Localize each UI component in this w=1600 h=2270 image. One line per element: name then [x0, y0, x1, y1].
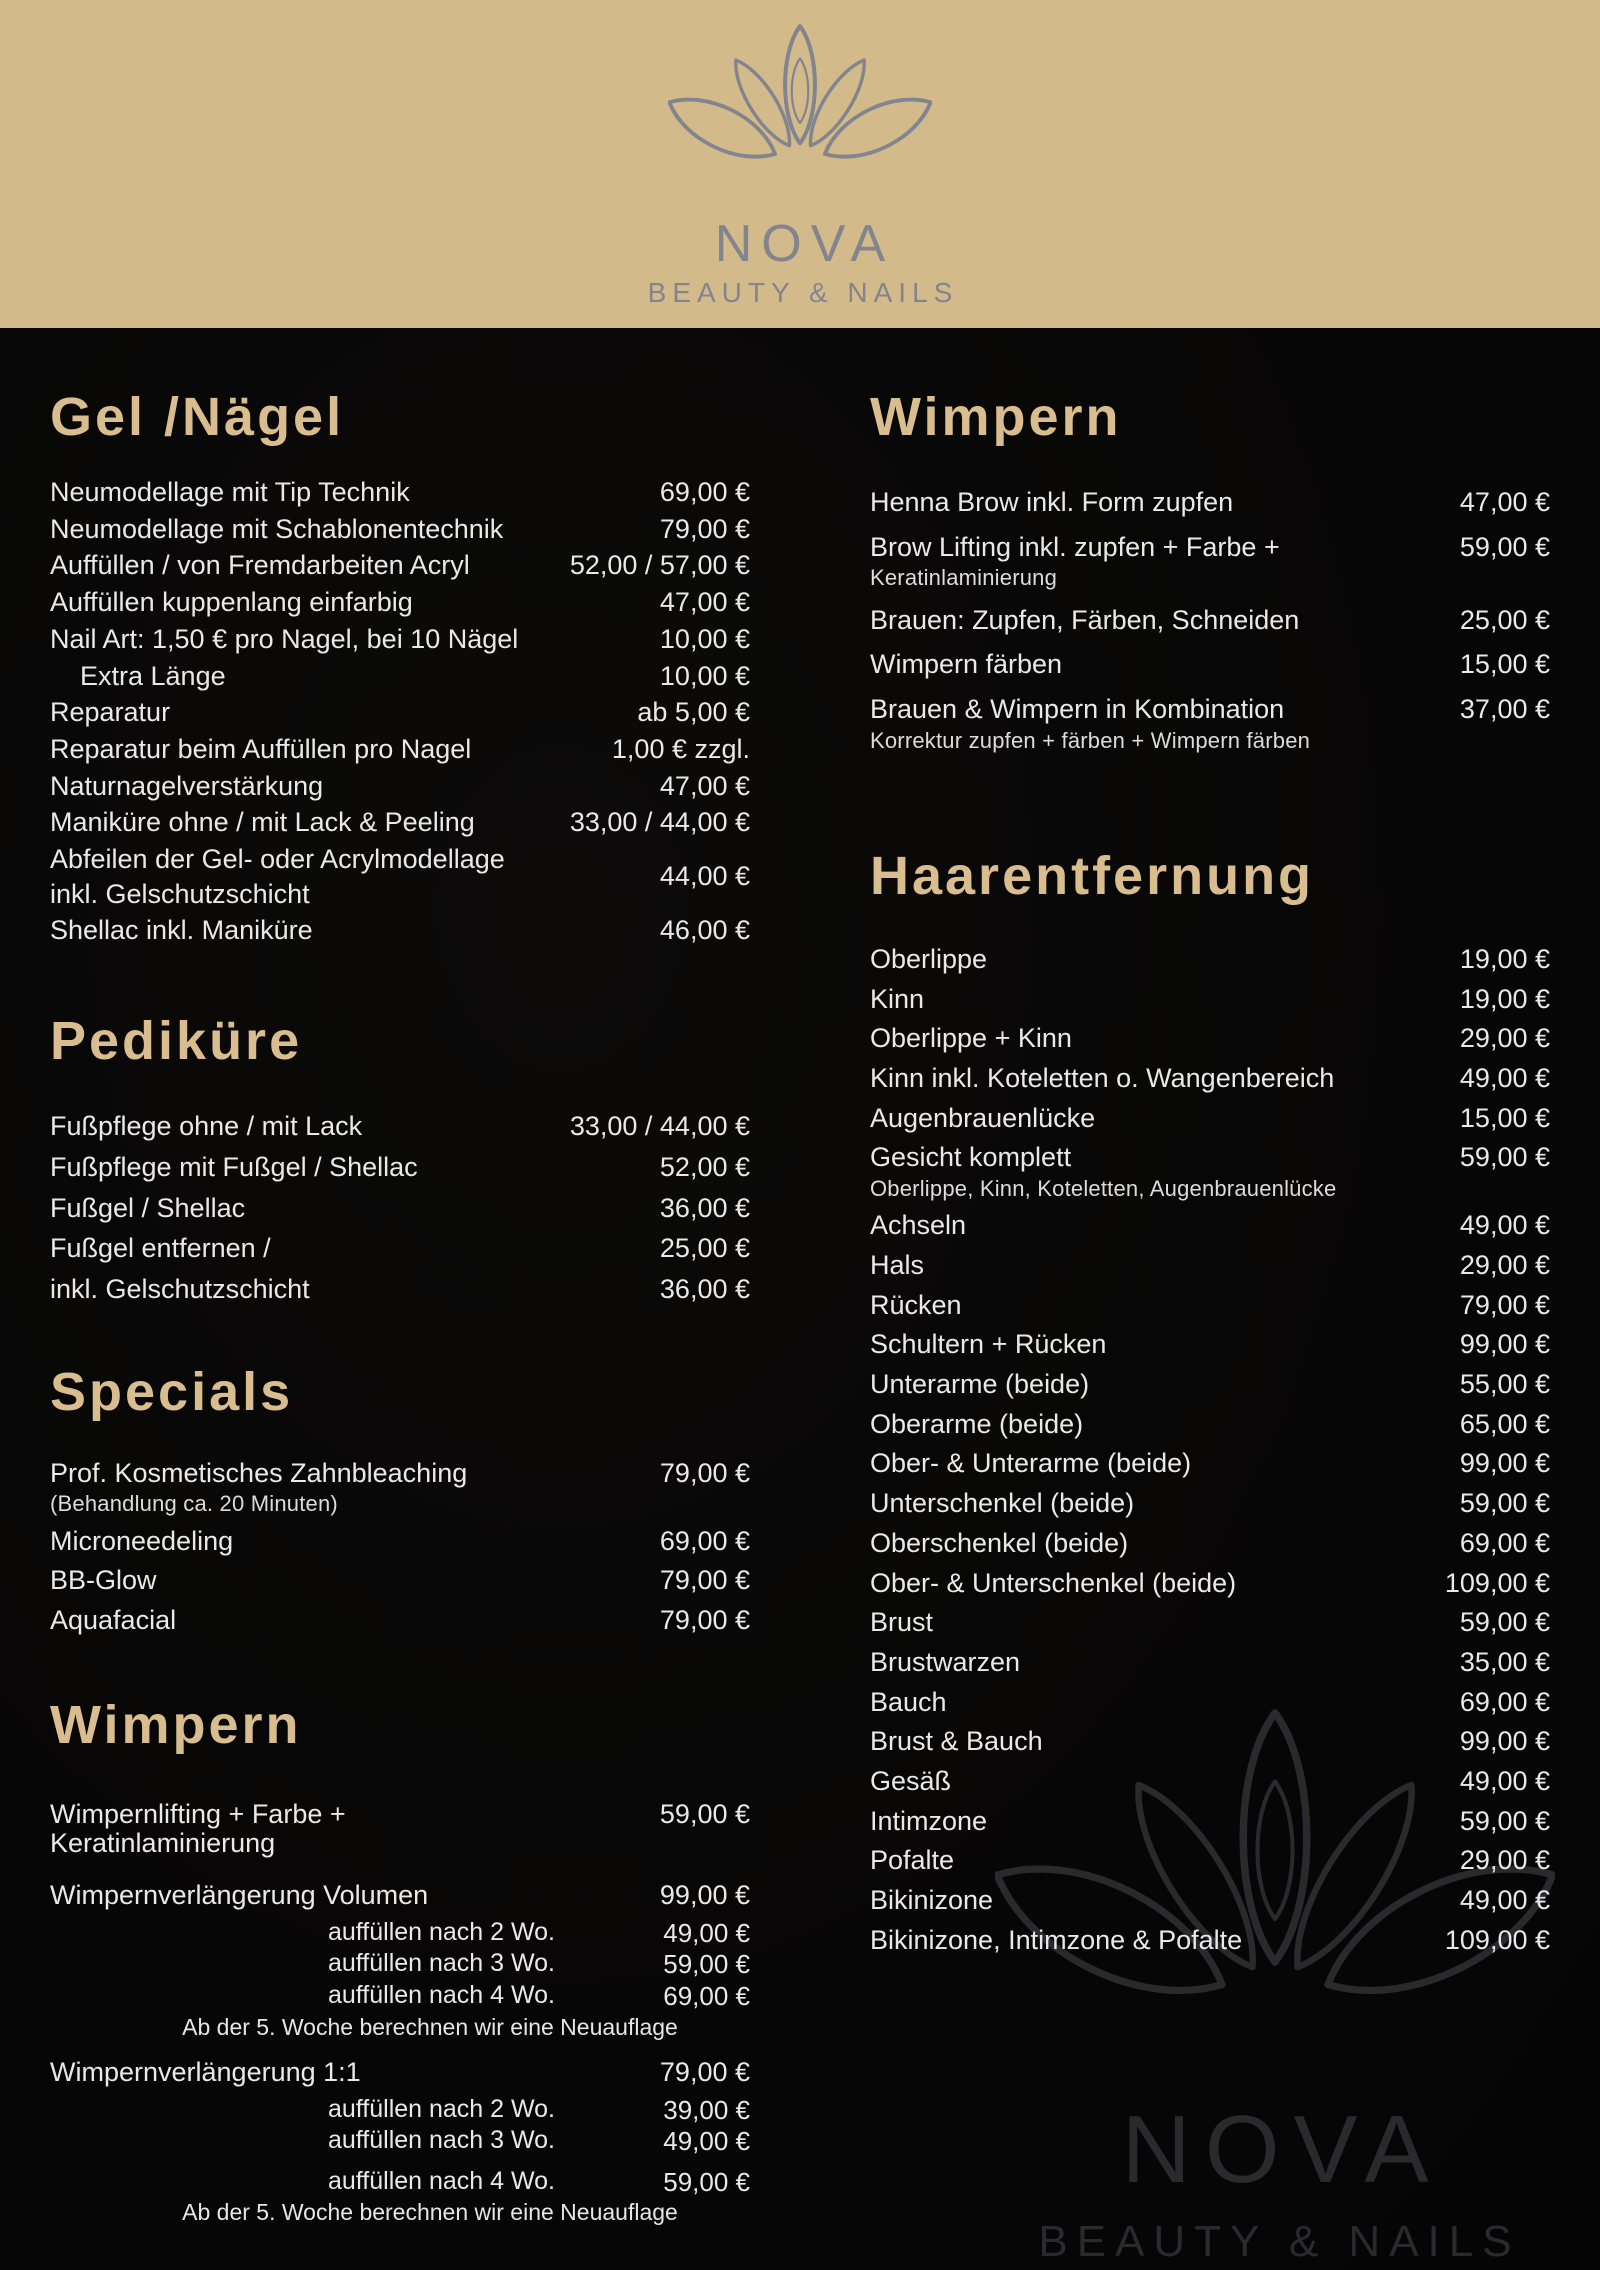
item-label-text: Kinn inkl. Koteletten o. Wangenbereich — [870, 1063, 1335, 1094]
menu-item-row — [870, 1489, 1550, 1519]
item-price: 1,00 € zzgl. — [611, 733, 750, 764]
item-label — [870, 1104, 1365, 1134]
menu-section-gel-naegel — [50, 386, 750, 946]
menu-item-row — [870, 1608, 1550, 1638]
item-label-cont: inkl. Gelschutzschicht — [50, 878, 310, 909]
item-price: 47,00 € — [659, 587, 750, 618]
item-label-text: Hals — [870, 1250, 925, 1280]
item-label — [50, 735, 565, 765]
menu-section-wimpern-rechts — [870, 386, 1550, 753]
item-label-text: Kinn — [870, 983, 925, 1014]
item-price: 25,00 € — [659, 1233, 750, 1264]
item-price: 79,00 € — [659, 513, 750, 544]
item-price: 99,00 € — [1459, 1726, 1550, 1757]
menu-item-row — [50, 1194, 750, 1224]
item-label — [870, 1807, 1365, 1837]
item-label — [50, 1950, 565, 1978]
item-label — [870, 1569, 1365, 1599]
menu-item-row — [50, 1881, 750, 1911]
item-label-text: Auffüllen kuppenlang einfarbig — [50, 587, 413, 618]
item-label — [50, 808, 565, 838]
item-price: 10,00 € — [659, 623, 750, 654]
item-label-text: Abfeilen der Gel- oder Acrylmodellage — [50, 843, 505, 874]
item-price: 47,00 € — [659, 770, 750, 801]
item-price: 59,00 € — [1459, 1805, 1550, 1836]
item-label — [870, 1024, 1365, 1054]
menu-item-row — [50, 625, 750, 655]
item-label-text: Fußgel entfernen / — [50, 1233, 271, 1264]
menu-item-row — [870, 695, 1550, 753]
item-label — [50, 1881, 565, 1911]
item-label-text: Bikinizone — [870, 1885, 994, 1915]
item-label — [50, 1112, 565, 1142]
item-label — [870, 606, 1365, 636]
item-label-text: Maniküre ohne / mit Lack & Peeling — [50, 807, 475, 838]
menu-item-row — [50, 1527, 750, 1557]
item-price: 59,00 € — [663, 1949, 750, 1980]
item-label — [870, 1211, 1365, 1241]
section-title: Gel /Nägel — [50, 387, 345, 447]
item-price: 49,00 € — [663, 1917, 750, 1948]
menu-item-row — [50, 1153, 750, 1183]
menu-section-haarentfernung — [870, 845, 1550, 1955]
item-price: 35,00 € — [1459, 1646, 1550, 1677]
item-price: 69,00 € — [659, 477, 750, 508]
item-label — [50, 2168, 565, 2196]
menu-item-row — [870, 533, 1550, 591]
item-label — [870, 1143, 1365, 1201]
item-note: Keratinlaminierung — [870, 565, 1058, 591]
item-price: 99,00 € — [659, 1880, 750, 1911]
item-label — [870, 1608, 1365, 1638]
menu-section-specials — [50, 1361, 750, 1636]
item-label — [870, 650, 1365, 680]
menu-item-row — [50, 1919, 750, 1948]
item-label — [870, 1886, 1365, 1916]
menu-item-row — [870, 1449, 1550, 1479]
footnote: Ab der 5. Woche berechnen wir eine Neuauflage — [182, 2199, 678, 2226]
item-price: 79,00 € — [659, 1565, 750, 1596]
item-label — [50, 515, 565, 545]
menu-item-row — [50, 2096, 750, 2125]
item-label — [50, 1527, 565, 1557]
item-price: 10,00 € — [659, 660, 750, 691]
item-price: 109,00 € — [1444, 1924, 1550, 1955]
item-label — [870, 1846, 1365, 1876]
item-label — [870, 1251, 1365, 1281]
item-label-text: Intimzone — [870, 1805, 988, 1836]
item-price: 79,00 € — [659, 1457, 750, 1488]
item-label — [50, 662, 565, 692]
left-column — [50, 368, 750, 2232]
item-label — [870, 1064, 1365, 1094]
item-label-text: Brust & Bauch — [870, 1726, 1043, 1757]
menu-item-row — [870, 1410, 1550, 1440]
item-label-text: auffüllen nach 3 Wo. — [327, 1949, 555, 1978]
brand-tagline: BEAUTY & NAILS — [647, 277, 959, 308]
item-price: 33,00 / 44,00 € — [569, 1111, 750, 1142]
item-price: 29,00 € — [1459, 1250, 1550, 1280]
item-label — [870, 1688, 1365, 1718]
item-label-text: Oberschenkel (beide) — [870, 1527, 1129, 1558]
menu-item-row — [50, 662, 750, 692]
item-price: 52,00 / 57,00 € — [569, 550, 750, 581]
item-label-text: Brauen: Zupfen, Färben, Schneiden — [870, 604, 1300, 635]
item-label-text: auffüllen nach 4 Wo. — [327, 1980, 555, 2009]
footnote: Ab der 5. Woche berechnen wir eine Neuauflage — [182, 2013, 678, 2040]
menu-item-row — [870, 1143, 1550, 1201]
menu-item-row — [870, 606, 1550, 636]
item-price: 59,00 € — [1459, 1488, 1550, 1519]
menu-item-row — [870, 488, 1550, 518]
item-note: Oberlippe, Kinn, Koteletten, Augenbrauenlücke — [870, 1176, 1337, 1202]
menu-item-row — [870, 1291, 1550, 1321]
item-label — [870, 1449, 1365, 1479]
item-price: 46,00 € — [659, 915, 750, 946]
item-price: 36,00 € — [659, 1192, 750, 1223]
item-label — [50, 698, 565, 728]
item-price: 59,00 € — [663, 2166, 750, 2197]
item-label — [50, 772, 565, 802]
item-label — [870, 488, 1365, 518]
menu-item-row — [870, 1569, 1550, 1599]
menu-section-pedikuere — [50, 1010, 750, 1305]
item-label — [870, 1926, 1365, 1956]
menu-item-row — [870, 1104, 1550, 1134]
menu-item-row — [870, 1024, 1550, 1054]
watermark-tagline: BEAUTY & NAILS — [1038, 2217, 1521, 2266]
item-label-text: Pofalte — [870, 1845, 955, 1876]
menu-item-row — [50, 1982, 750, 2011]
menu-item-row — [50, 1950, 750, 1979]
menu-item-row — [50, 1112, 750, 1142]
menu-section-wimpern-links — [50, 1694, 750, 2226]
item-label-text: Shellac inkl. Maniküre — [50, 915, 313, 946]
item-label-text: Extra Länge — [80, 660, 226, 691]
item-label-text: Brustwarzen — [870, 1646, 1021, 1677]
item-label — [50, 1153, 565, 1183]
item-price: 59,00 € — [1459, 1142, 1550, 1173]
item-label — [50, 1275, 565, 1305]
price-list — [0, 328, 1600, 2232]
item-label — [870, 533, 1365, 591]
item-label — [870, 1529, 1365, 1559]
item-price: 79,00 € — [659, 2056, 750, 2087]
item-label-text: Microneedeling — [50, 1525, 234, 1556]
item-label-text: Wimpern färben — [870, 649, 1063, 680]
item-price: 15,00 € — [1459, 1102, 1550, 1133]
item-price: 109,00 € — [1444, 1567, 1550, 1598]
item-label — [870, 1648, 1365, 1678]
right-column — [870, 368, 1550, 2232]
menu-item-row — [50, 1606, 750, 1636]
menu-item-row — [870, 1330, 1550, 1360]
menu-item-row — [870, 1807, 1550, 1837]
brand-name: NOVA — [714, 215, 895, 273]
menu-item-row — [870, 1767, 1550, 1797]
lotus-logo-icon — [668, 0, 932, 216]
section-title: Haarentfernung — [870, 845, 1315, 906]
item-price: 19,00 € — [1459, 983, 1550, 1014]
item-label — [50, 1459, 565, 1517]
item-label-text: Brow Lifting inkl. zupfen + Farbe + — [870, 531, 1280, 562]
item-label — [50, 478, 565, 508]
item-label-text: Brauen & Wimpern in Kombination — [870, 694, 1285, 725]
item-price: 65,00 € — [1459, 1408, 1550, 1439]
item-label — [870, 695, 1365, 753]
item-label-text: Rücken — [870, 1289, 962, 1320]
menu-item-row — [870, 1886, 1550, 1916]
item-price: 99,00 € — [1459, 1448, 1550, 1479]
item-price: 59,00 € — [659, 1798, 750, 1829]
item-label — [870, 985, 1365, 1015]
item-label-text: Aquafacial — [50, 1604, 177, 1635]
item-label-text: auffüllen nach 2 Wo. — [327, 1917, 555, 1946]
menu-item-row — [50, 515, 750, 545]
item-label-text: Unterschenkel (beide) — [870, 1488, 1135, 1519]
menu-item-row — [870, 1370, 1550, 1400]
item-label-text: Unterarme (beide) — [870, 1369, 1090, 1400]
item-label-text: Nail Art: 1,50 € pro Nagel, bei 10 Nägel — [50, 623, 519, 654]
item-label-text: Reparatur beim Auffüllen pro Nagel — [50, 733, 472, 764]
menu-item-row — [870, 1529, 1550, 1559]
item-label-text: Gesäß — [870, 1765, 952, 1796]
item-price: 29,00 € — [1459, 1845, 1550, 1876]
menu-item-row — [50, 2127, 750, 2156]
item-price: 25,00 € — [1459, 604, 1550, 635]
item-price: 49,00 € — [1459, 1765, 1550, 1796]
menu-item-row — [870, 1211, 1550, 1241]
menu-item-row — [50, 698, 750, 728]
menu-item-row — [50, 772, 750, 802]
item-price: 69,00 € — [663, 1980, 750, 2011]
menu-item-row — [50, 1566, 750, 1596]
item-label — [50, 2058, 565, 2088]
item-label — [870, 1291, 1365, 1321]
menu-item-row — [50, 1800, 750, 1859]
item-price: 37,00 € — [1459, 694, 1550, 725]
menu-item-row — [50, 1275, 750, 1305]
menu-item-row — [870, 945, 1550, 975]
item-label-text: Neumodellage mit Tip Technik — [50, 477, 410, 508]
item-label-text: Fußpflege mit Fußgel / Shellac — [50, 1151, 418, 1182]
item-price: 36,00 € — [659, 1273, 750, 1304]
item-label-text: BB-Glow — [50, 1565, 157, 1596]
menu-item-row — [50, 735, 750, 765]
menu-item-row — [870, 1064, 1550, 1094]
item-label — [870, 945, 1365, 975]
menu-item-row — [870, 650, 1550, 680]
item-label-text: Augenbrauenlücke — [870, 1102, 1096, 1133]
item-price: 99,00 € — [1459, 1329, 1550, 1360]
item-price: 19,00 € — [1459, 944, 1550, 974]
item-note: (Behandlung ca. 20 Minuten) — [50, 1491, 338, 1517]
item-label-text: Ober- & Unterschenkel (beide) — [870, 1567, 1237, 1598]
item-label — [870, 1330, 1365, 1360]
item-label — [50, 916, 565, 946]
item-label — [50, 1566, 565, 1596]
item-label-text: Schultern + Rücken — [870, 1329, 1107, 1360]
section-title: Specials — [50, 1361, 294, 1422]
item-label-text: Henna Brow inkl. Form zupfen — [870, 487, 1234, 518]
menu-item-row — [50, 808, 750, 838]
item-label — [50, 1606, 565, 1636]
brand-header — [0, 0, 1600, 328]
item-label-text: Wimpernlifting + Farbe + Keratinlaminierung — [50, 1798, 346, 1859]
item-label-text: inkl. Gelschutzschicht — [50, 1273, 310, 1304]
item-price: 59,00 € — [1459, 531, 1550, 562]
item-price: ab 5,00 € — [637, 697, 750, 728]
menu-item-row — [870, 1926, 1550, 1956]
item-label-text: Wimpernverlängerung Volumen — [50, 1880, 429, 1911]
item-label — [870, 1489, 1365, 1519]
item-label — [50, 588, 565, 618]
item-price: 49,00 € — [663, 2126, 750, 2157]
item-label — [50, 2127, 565, 2155]
item-label-text: Fußgel / Shellac — [50, 1192, 246, 1223]
item-label — [50, 2096, 565, 2124]
menu-item-row — [870, 1648, 1550, 1678]
item-label-text: Naturnagelverstärkung — [50, 770, 324, 801]
item-label — [50, 1919, 565, 1947]
item-price: 79,00 € — [1459, 1289, 1550, 1320]
section-title: Pediküre — [50, 1011, 303, 1072]
item-label — [870, 1727, 1365, 1757]
item-label-text: Gesicht komplett — [870, 1142, 1072, 1173]
item-price: 69,00 € — [1459, 1527, 1550, 1558]
item-label-text: Prof. Kosmetisches Zahnbleaching — [50, 1457, 468, 1488]
watermark-brand-name: NOVA — [1121, 2096, 1443, 2203]
item-label — [870, 1767, 1365, 1797]
item-price: 15,00 € — [1459, 649, 1550, 680]
item-label-text: Ober- & Unterarme (beide) — [870, 1448, 1192, 1479]
menu-item-row — [870, 1727, 1550, 1757]
item-label — [870, 1410, 1365, 1440]
item-label-text: Oberarme (beide) — [870, 1408, 1084, 1439]
menu-item-row — [870, 985, 1550, 1015]
item-label-text: Brust — [870, 1607, 934, 1638]
item-label-text: Bauch — [870, 1686, 947, 1717]
item-price: 69,00 € — [659, 1525, 750, 1556]
item-price: 79,00 € — [659, 1604, 750, 1635]
item-price: 49,00 € — [1459, 1063, 1550, 1094]
item-price: 29,00 € — [1459, 1023, 1550, 1054]
item-label-text: Oberlippe — [870, 944, 988, 974]
menu-item-row — [50, 551, 750, 581]
menu-item-row — [50, 916, 750, 946]
section-title: Wimpern — [870, 387, 1122, 447]
item-label-text: Reparatur — [50, 697, 171, 728]
menu-item-row — [50, 845, 750, 909]
item-label-text: auffüllen nach 2 Wo. — [327, 2094, 555, 2123]
item-label — [50, 1234, 565, 1264]
item-price: 69,00 € — [1459, 1686, 1550, 1717]
item-label — [870, 1370, 1365, 1400]
item-label-text: Neumodellage mit Schablonentechnik — [50, 513, 504, 544]
item-price: 52,00 € — [659, 1151, 750, 1182]
menu-item-row — [50, 1459, 750, 1517]
item-label-text: Wimpernverlängerung 1:1 — [50, 2056, 361, 2087]
menu-item-row — [50, 588, 750, 618]
item-label-text: Bikinizone, Intimzone & Pofalte — [870, 1924, 1243, 1955]
item-price: 33,00 / 44,00 € — [569, 807, 750, 838]
menu-item-row — [870, 1251, 1550, 1281]
item-label-text: Achseln — [870, 1210, 967, 1241]
item-label-text: Auffüllen / von Fremdarbeiten Acryl — [50, 550, 470, 581]
item-price: 49,00 € — [1459, 1885, 1550, 1915]
item-label — [50, 551, 565, 581]
item-label-text: Oberlippe + Kinn — [870, 1023, 1072, 1054]
item-label-text: auffüllen nach 3 Wo. — [327, 2126, 555, 2155]
item-price: 44,00 € — [659, 861, 750, 892]
menu-item-row — [50, 2058, 750, 2088]
item-label — [50, 1982, 565, 2010]
item-label-text: auffüllen nach 4 Wo. — [327, 2166, 555, 2195]
menu-item-row — [50, 478, 750, 508]
item-price: 59,00 € — [1459, 1607, 1550, 1638]
menu-item-row — [50, 2168, 750, 2197]
item-label — [50, 625, 565, 655]
section-title: Wimpern — [50, 1694, 302, 1755]
item-label — [50, 1800, 565, 1859]
item-price: 49,00 € — [1459, 1210, 1550, 1241]
item-label-text: Fußpflege ohne / mit Lack — [50, 1111, 363, 1142]
item-price: 47,00 € — [1459, 487, 1550, 518]
item-label — [50, 845, 565, 909]
item-price: 55,00 € — [1459, 1369, 1550, 1400]
item-label — [50, 1194, 565, 1224]
menu-item-row — [50, 1234, 750, 1264]
menu-item-row — [870, 1688, 1550, 1718]
item-price: 39,00 € — [663, 2094, 750, 2125]
menu-item-row — [870, 1846, 1550, 1876]
item-note: Korrektur zupfen + färben + Wimpern färben — [870, 727, 1311, 753]
